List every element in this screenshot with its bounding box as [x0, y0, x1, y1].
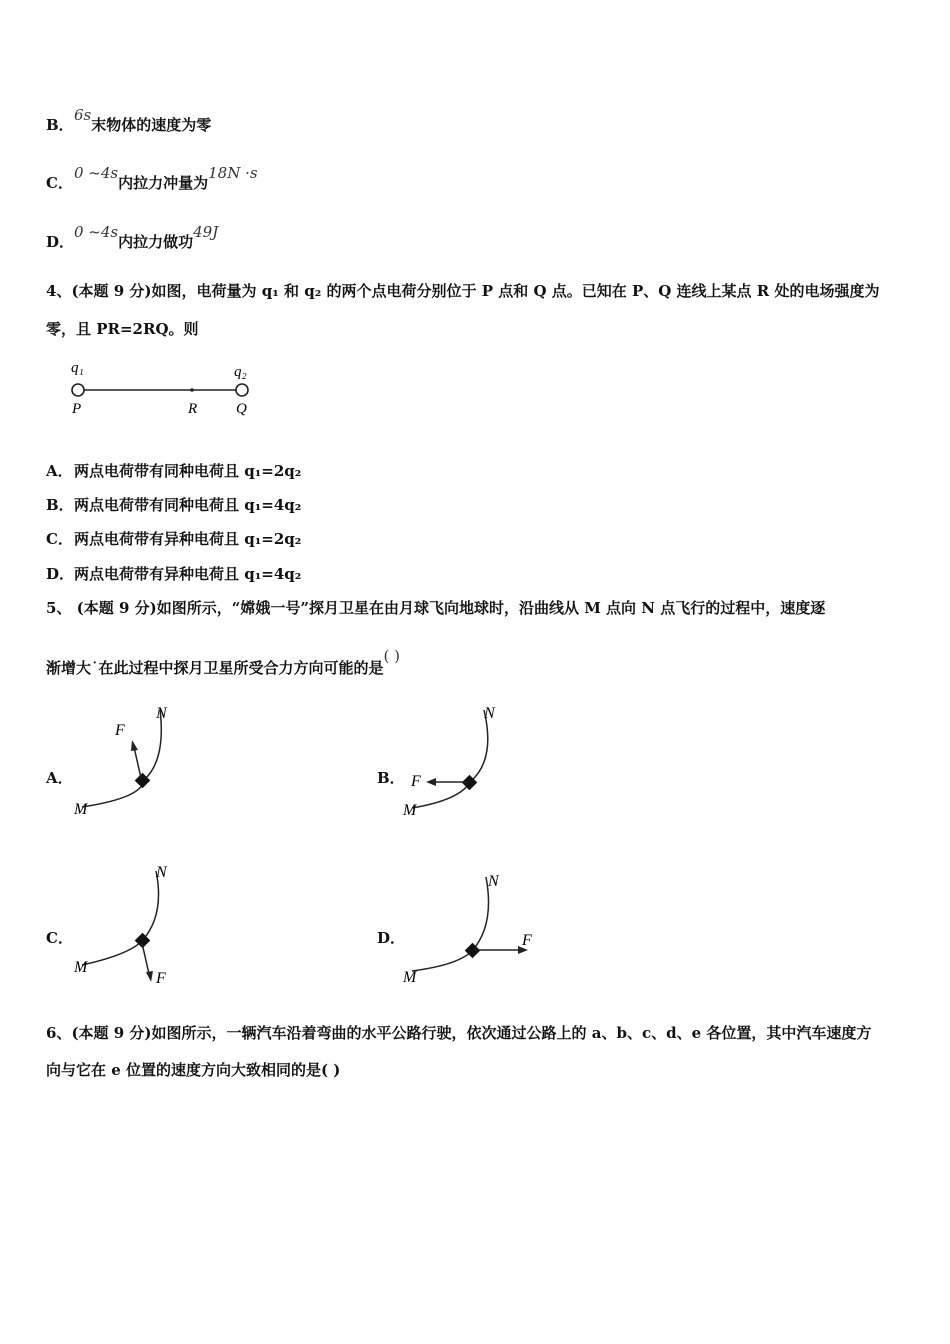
label-n: N — [156, 705, 167, 722]
label-m: M — [403, 802, 417, 819]
force-arrowhead — [146, 971, 153, 982]
q4-option-d: D．两点电荷带有异种电荷且 q₁=4q₂ — [46, 565, 302, 583]
force-arrow-line — [142, 943, 149, 974]
q6-stem-line1: 6、(本题 9 分)如图所示，一辆汽车沿着弯曲的水平公路行驶，依次通过公路上的 a、b、c、d、e 各位置，其中汽车速度方 — [46, 1024, 872, 1042]
point-p-charge — [72, 384, 84, 396]
q5-option-c-letter: C． — [46, 929, 73, 947]
q5-option-d-letter: D． — [377, 929, 406, 947]
answer-paren: ( ) — [383, 647, 400, 665]
q5-figure-b — [400, 700, 530, 825]
math-expression: 0 ~4s — [74, 223, 119, 241]
q6-stem-line2: 向与它在 e 位置的速度方向大致相同的是( ) — [46, 1061, 341, 1079]
force-arrowhead — [426, 778, 436, 786]
label-f: F — [522, 932, 532, 949]
label-n: N — [484, 705, 495, 722]
q4-figure — [60, 355, 270, 425]
q3-option-c: C．0 ~4s内拉力冲量为18N ·s — [46, 164, 258, 192]
label-n: N — [156, 864, 167, 881]
q4-stem-line1: 4、(本题 9 分)如图，电荷量为 q₁ 和 q₂ 的两个点电荷分别位于 P 点和 Q 点。已知在 P、Q 连线上某点 R 处的电场强度为 — [46, 282, 880, 300]
label-m: M — [403, 969, 417, 986]
q5-option-a-letter: A． — [46, 769, 73, 787]
trajectory-curve — [82, 871, 159, 965]
force-arrowhead — [131, 740, 138, 751]
q4-stem-line2: 零，且 PR=2RQ。则 — [46, 320, 199, 338]
label-q1: q₁ — [71, 360, 84, 376]
label-r: R — [188, 401, 198, 417]
label-m: M — [74, 801, 88, 818]
q5-stem-line1: 5、 (本题 9 分)如图所示，“嫦娥一号”探月卫星在由月球飞向地球时，沿曲线从 M 点向 N 点飞行的过程中，速度逐 — [46, 599, 826, 617]
label-f: F — [156, 970, 166, 987]
math-expression: 18N ·s — [208, 164, 258, 182]
point-q-charge — [236, 384, 248, 396]
label-n: N — [488, 873, 499, 890]
q3-option-b: B．6s末物体的速度为零 — [46, 106, 212, 134]
label-f: F — [411, 773, 421, 790]
label-q2: q₂ — [234, 364, 247, 380]
q3-option-d: D．0 ~4s内拉力做功49J — [46, 223, 219, 251]
trajectory-curve — [412, 877, 489, 971]
math-expression: 49J — [193, 223, 219, 241]
math-expression: 6s — [74, 106, 92, 124]
point-r — [190, 388, 194, 392]
q4-option-a: A．两点电荷带有同种电荷且 q₁=2q₂ — [46, 462, 302, 480]
label-f: F — [115, 722, 125, 739]
q5-option-b-letter: B． — [377, 769, 405, 787]
math-expression: 0 ~4s — [74, 164, 119, 182]
q5-figure-c — [70, 855, 200, 990]
label-m: M — [74, 959, 88, 976]
trajectory-curve — [412, 710, 488, 808]
q5-figure-a — [70, 700, 200, 825]
force-arrow-line — [134, 747, 141, 778]
q4-option-c: C．两点电荷带有异种电荷且 q₁=2q₂ — [46, 530, 302, 548]
q5-figure-d — [400, 865, 550, 990]
q4-option-b: B．两点电荷带有同种电荷且 q₁=4q₂ — [46, 496, 302, 514]
q5-stem-line2: 渐增大˙在此过程中探月卫星所受合力方向可能的是( ) — [46, 647, 400, 677]
label-p: P — [72, 401, 82, 417]
label-q: Q — [236, 401, 247, 417]
